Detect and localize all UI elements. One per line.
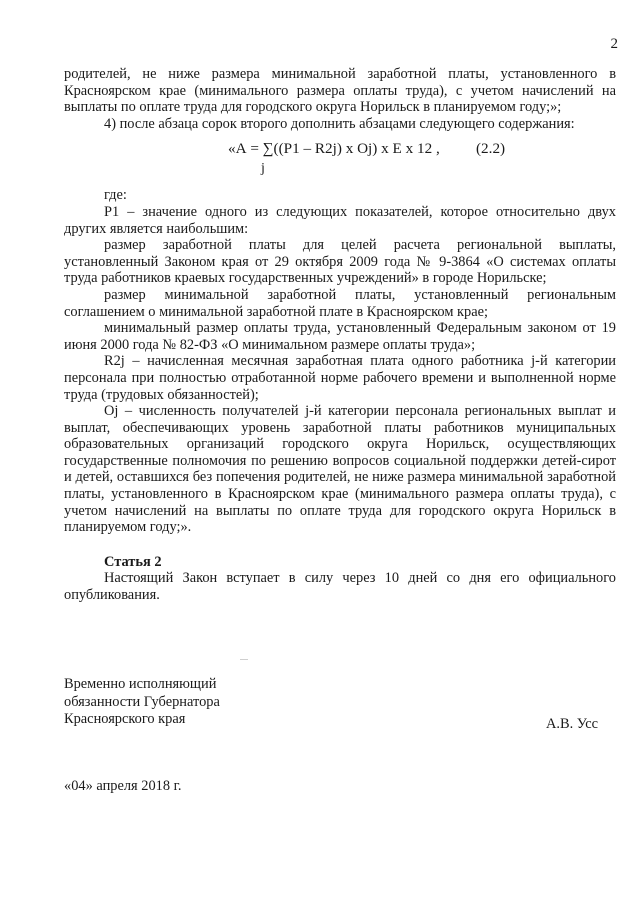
article-2-heading: Статья 2 (104, 553, 162, 570)
divider-mark (240, 659, 248, 660)
formula-number: (2.2) (476, 140, 506, 158)
paragraph-amendment-4: 4) после абзаца сорок второго дополнить абзацами следующего содержания: (104, 115, 575, 132)
definition-oj: Оj – численность получателей j-й категории персонала региональных выплат и выплат, обеспечивающих уровень заработной платы работников муниципальных образовательных организаций городского округа Норильск, осуществляющих государственные полномочия по решению вопросов социальной поддержки детей-сирот и детей, оставшихся без попечения родителей, не ниже размера минимальной заработной платы, установленного в Красноярском крае (минимального размера оплаты труда), с учетом начислений на выплаты по оплате труда для городского округа Норильск в планируемом году;». (64, 403, 616, 536)
signatory-name: А.В. Усс (546, 716, 599, 732)
paragraph-continuation: родителей, не ниже размера минимальной заработной платы, установленного в Красноярском крае (минимального размера оплаты труда), с учетом начислений на выплаты по оплате труда для городского округа Норильск в планируемом году;»; (64, 66, 616, 116)
signature-block (64, 676, 220, 729)
signature-title-line2: обязанности Губернатора (64, 693, 220, 710)
document-date: «04» апреля 2018 г. (64, 778, 182, 794)
option-federal-min-wage: минимальный размер оплаты труда, установленный Федеральным законом от 19 июня 2000 года № 82-ФЗ «О минимальном размере оплаты труда»; (64, 320, 616, 353)
formula-block (64, 141, 616, 183)
definition-p1: Р1 – значение одного из следующих показателей, которое относительно двух других является наибольшим: (64, 203, 616, 237)
page-number: 2 (610, 36, 618, 52)
document-body (64, 66, 616, 604)
formula-subscript: j (261, 161, 265, 177)
signature-title-line3: Красноярского края (64, 711, 186, 727)
option-regional-pay: размер заработной платы для целей расчета региональной выплаты, установленный Законом края от 29 октября 2009 года № 9-3864 «О системах оплаты труда работников краевых государственных учреждений» в городе Норильске; (64, 237, 616, 287)
article-2-text: Настоящий Закон вступает в силу через 10 дней со дня его официального опубликования. (64, 570, 616, 604)
formula-expression: «А = ∑((Р1 – R2j) x Оj) x Е x 12 , (228, 140, 440, 158)
option-min-wage-regional: размер минимальной заработной платы, установленный региональным соглашением о минимальной заработной плате в Красноярском крае; (64, 286, 616, 320)
signature-title-line1: Временно исполняющий (64, 676, 217, 692)
definition-r2j: R2j – начисленная месячная заработная плата одного работника j-й категории персонала при полностью отработанной норме рабочего времени и выполненной норме труда (трудовых обязанностей); (64, 353, 616, 403)
where-label: где: (104, 187, 127, 204)
